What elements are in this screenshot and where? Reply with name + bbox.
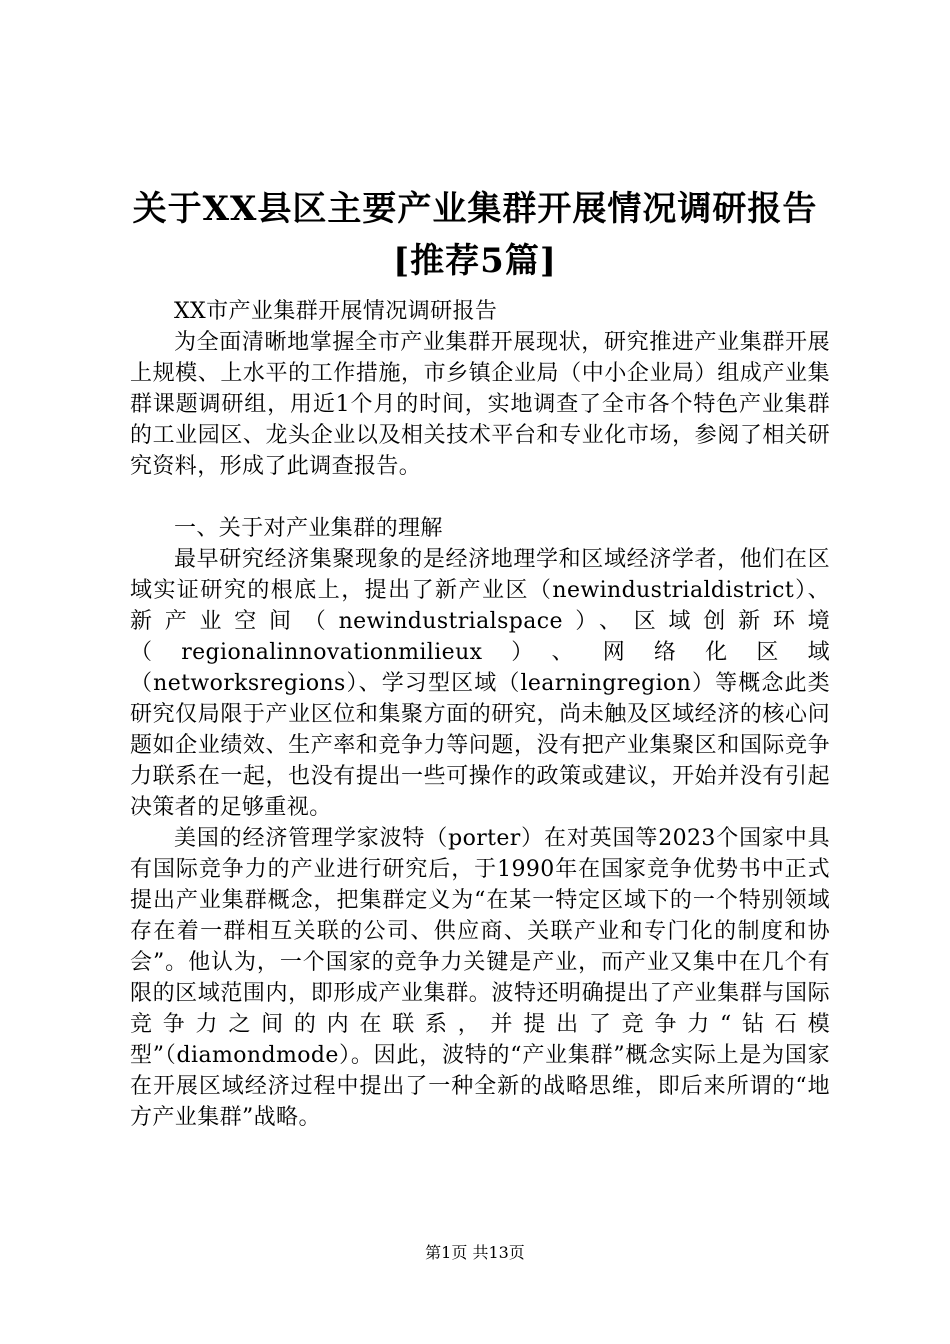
paragraph-porter: 美国的经济管理学家波特（porter）在对英国等2023个国家中具有国际竞争力的产业进行研究后，于1990年在国家竞争优势书中正式提出产业集群概念，把集群定义为“在某一特定区域下的一个特别领域存在着一群相互关联的公司、供应商、关联产业和专门化的制度和协会”。他认为，一个国家的竞争力关键是产业，而产业又集中在几个有限的区域范围内，即形成产业集群。波特还明确提出了产业集群与国际竞争力之间的内在联系，并提出了竞争力“钻石模型”（diamondmode）。因此，波特的“产业集群”概念实际上是为国家在开展区域经济过程中提出了一种全新的战略思维，即后来所谓的“地方产业集群”战略。 bbox=[130, 826, 830, 1130]
page-footer: 第1页 共13页 bbox=[425, 1243, 525, 1262]
report-subtitle: XX市产业集群开展情况调研报告 bbox=[174, 299, 498, 324]
section-heading-1: 一、关于对产业集群的理解 bbox=[174, 516, 443, 541]
paragraph-intro: 为全面清晰地掌握全市产业集群开展现状，研究推进产业集群开展上规模、上水平的工作措施，市乡镇企业局（中小企业局）组成产业集群课题调研组，用近1个月的时间，实地调查了全市各个特色产业集群的工业园区、龙头企业以及相关技术平台和专业化市场，参阅了相关研究资料，形成了此调查报告。 bbox=[130, 330, 830, 479]
document-title-line-1: 关于XX县区主要产业集群开展情况调研报告 bbox=[132, 189, 818, 229]
paragraph-research-origin: 最早研究经济集聚现象的是经济地理学和区域经济学者，他们在区域实证研究的根底上，提出了新产业区（newindustrialdistrict）、新产业空间（newindustrialspace）、区域创新环境（regionalinnovationmilieux）、网络化区域（networksregions）、学习型区域（learningregion）等概念此类研究仅局限于产业区位和集聚方面的研究，尚未触及区域经济的核心问题如企业绩效、生产率和竞争力等问题，没有把产业集聚区和国际竞争力联系在一起，也没有提出一些可操作的政策或建议，开始并没有引起决策者的足够重视。 bbox=[130, 547, 830, 820]
document-body bbox=[130, 296, 830, 1133]
document-title-line-2: [推荐5篇] bbox=[393, 241, 557, 281]
